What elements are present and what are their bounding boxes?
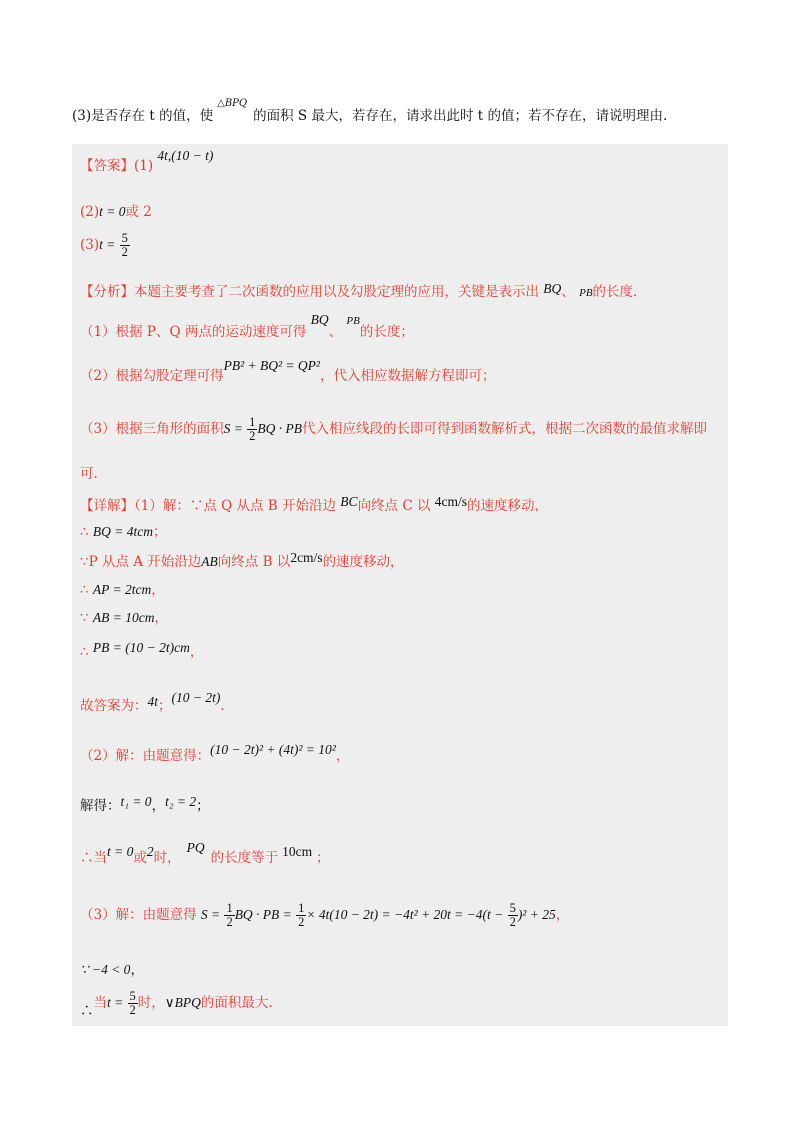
analysis-math-pb: PB bbox=[579, 287, 593, 299]
fraction-denominator: 2 bbox=[509, 915, 516, 929]
detail-label: 【详解】 bbox=[80, 498, 134, 514]
analysis-step-1-pb: PB bbox=[346, 315, 360, 327]
detail-line-1-bc: BC bbox=[340, 494, 358, 509]
detail-line-4-b: ， bbox=[151, 582, 165, 598]
detail-line-1-a: （1）解：∵点 Q 从点 B 开始沿边 bbox=[134, 498, 336, 514]
answer-part-1-prefix: (1) bbox=[134, 158, 154, 174]
detail-line-2-math: BQ = 4tcm bbox=[92, 524, 153, 539]
detail-line-10-a: ∴当 bbox=[80, 850, 107, 866]
analysis-step-2-math: PB² + BQ² = QP² bbox=[223, 358, 320, 373]
question-text-end: 的面积 S 最大，若存在，请求出此时 t 的值；若不存在，请说明理由. bbox=[253, 108, 668, 124]
answer-line-1 bbox=[80, 148, 214, 174]
fraction-numerator: 1 bbox=[249, 415, 256, 429]
analysis-step-1 bbox=[80, 312, 414, 340]
detail-line-13-math-lhs: t = bbox=[107, 995, 124, 1010]
detail-line-2-a: ∴ bbox=[80, 524, 89, 540]
answer-part-2-prefix: (2) bbox=[80, 204, 100, 220]
detail-line-3-ab: AB bbox=[201, 554, 218, 569]
detail-line-7-b: . bbox=[220, 698, 225, 714]
analysis-step-3-fraction bbox=[247, 416, 257, 443]
detail-line-11-a: （3）解：由题意得 bbox=[80, 907, 197, 923]
answer-line-2 bbox=[80, 200, 152, 220]
detail-line-4-math: AP = 2tcm bbox=[92, 582, 152, 597]
detail-line-8-a: （2）解：由题意得： bbox=[80, 748, 211, 764]
detail-line-7-sep: ； bbox=[158, 698, 172, 714]
detail-line-6 bbox=[80, 640, 203, 660]
fraction-numerator: 1 bbox=[298, 901, 305, 915]
fraction-numerator: 1 bbox=[226, 901, 233, 915]
detail-line-5 bbox=[80, 606, 168, 626]
solution-box bbox=[72, 144, 728, 1026]
question-text-start: (3)是否存在 t 的值，使 bbox=[72, 108, 214, 124]
detail-line-10-d: 的长度等于 bbox=[210, 850, 279, 866]
detail-line-13-b: 当 bbox=[93, 995, 107, 1011]
detail-line-7-math-1: 4t bbox=[147, 694, 159, 709]
detail-line-5-b: ， bbox=[154, 610, 168, 626]
analysis-step-1-sep: 、 bbox=[328, 324, 343, 340]
analysis-label: 【分析】 bbox=[80, 284, 134, 300]
detail-line-5-a: ∵ bbox=[80, 610, 89, 626]
detail-line-12 bbox=[80, 958, 144, 978]
detail-line-1 bbox=[80, 494, 548, 514]
answer-part-3-math: t = bbox=[99, 237, 116, 252]
answer-line-3 bbox=[80, 232, 130, 259]
detail-line-9-math-1: t₁ = 0 bbox=[120, 794, 152, 809]
analysis-step-3-text: （3）根据三角形的面积 bbox=[80, 421, 224, 437]
detail-line-3-speed: 2cm/s bbox=[290, 550, 323, 565]
detail-line-3 bbox=[80, 550, 404, 570]
detail-line-4-a: ∴ bbox=[80, 582, 89, 598]
detail-line-13-c: 时， bbox=[137, 995, 165, 1011]
detail-line-11-mid-2: × 4t(10 − 2t) = −4t² + 20t = −4(t − bbox=[306, 907, 504, 922]
detail-line-11-fraction-2 bbox=[296, 902, 306, 929]
fraction-denominator: 2 bbox=[121, 245, 128, 259]
detail-line-12-b: ， bbox=[130, 962, 144, 978]
fraction-numerator: 5 bbox=[509, 901, 516, 915]
detail-line-3-c: 的速度移动， bbox=[322, 554, 404, 570]
detail-line-10-math-1: t = 0 bbox=[107, 844, 134, 859]
detail-line-10-e: ； bbox=[316, 850, 330, 866]
detail-line-1-b: 向终点 C 以 bbox=[357, 498, 431, 514]
analysis-step-3-math-lhs: S = bbox=[223, 421, 243, 436]
analysis-step-3-math-rhs: BQ · PB bbox=[257, 421, 303, 436]
analysis-step-1-text: （1）根据 P、Q 两点的运动速度可得 bbox=[80, 324, 307, 340]
detail-line-7 bbox=[80, 690, 225, 714]
detail-line-13-d: 的面积最大. bbox=[200, 995, 273, 1011]
detail-line-10-math-2: 2 bbox=[146, 844, 154, 859]
analysis-step-3-cont-text: 可. bbox=[80, 466, 98, 482]
detail-line-11-mid-1: BQ · PB = bbox=[234, 907, 292, 922]
detail-line-13-triangle: ∨BPQ bbox=[164, 995, 201, 1010]
analysis-step-2 bbox=[80, 358, 496, 384]
fraction-numerator: 5 bbox=[129, 989, 136, 1003]
detail-line-7-a: 故答案为： bbox=[80, 698, 148, 714]
detail-line-6-b: ， bbox=[189, 644, 204, 660]
detail-line-13-a: ∴ bbox=[80, 1003, 94, 1019]
detail-line-13-fraction bbox=[128, 990, 138, 1017]
analysis-sep: 、 bbox=[561, 284, 575, 300]
detail-line-13 bbox=[80, 990, 273, 1017]
detail-line-9-math-2: t₂ = 2 bbox=[165, 794, 197, 809]
analysis-step-2-text: （2）根据勾股定理可得 bbox=[80, 368, 224, 384]
detail-line-1-speed: 4cm/s bbox=[434, 494, 468, 509]
detail-line-11-b: ， bbox=[555, 907, 570, 923]
answer-part-1-math: 4t,(10 − t) bbox=[157, 148, 214, 163]
detail-line-9 bbox=[80, 794, 210, 814]
detail-line-10-math-3: PQ bbox=[186, 840, 205, 855]
detail-line-11 bbox=[80, 902, 569, 929]
detail-line-9-b: ； bbox=[196, 798, 210, 814]
fraction-denominator: 2 bbox=[226, 915, 233, 929]
detail-line-2-b: ； bbox=[153, 524, 167, 540]
detail-line-2 bbox=[80, 520, 167, 540]
analysis-text: 本题主要考查了二次函数的应用以及勾股定理的应用，关键是表示出 bbox=[134, 284, 539, 300]
analysis-line bbox=[80, 280, 637, 300]
detail-line-6-a: ∴ bbox=[80, 644, 89, 660]
detail-line-11-fraction-3 bbox=[508, 902, 518, 929]
detail-line-11-end: )² + 25 bbox=[517, 907, 556, 922]
detail-line-3-b: 向终点 B 以 bbox=[217, 554, 291, 570]
triangle-label: △BPQ bbox=[217, 98, 248, 109]
answer-part-3-fraction bbox=[120, 232, 130, 259]
detail-line-9-sep: ， bbox=[151, 798, 166, 814]
answer-part-2-math: t = 0 bbox=[99, 204, 126, 219]
analysis-step-1-end: 的长度； bbox=[359, 324, 414, 340]
question-3 bbox=[72, 98, 732, 124]
detail-line-8 bbox=[80, 744, 349, 764]
detail-line-5-math: AB = 10cm bbox=[92, 610, 155, 625]
detail-line-12-math: ∵ −4 < 0 bbox=[80, 962, 131, 977]
detail-line-8-math: (10 − 2t)² + (4t)² = 10² bbox=[210, 742, 336, 757]
detail-line-1-c: 的速度移动， bbox=[467, 498, 549, 514]
detail-line-9-a: 解得： bbox=[80, 798, 121, 814]
analysis-step-1-bq: BQ bbox=[310, 312, 329, 327]
detail-line-10-math-4: 10cm bbox=[282, 844, 313, 859]
detail-line-8-b: ， bbox=[335, 748, 350, 764]
answer-part-2-suffix: 或 2 bbox=[125, 204, 152, 220]
detail-line-6-math: PB = (10 − 2t)cm bbox=[92, 640, 190, 655]
answer-part-3-prefix: (3) bbox=[80, 237, 100, 253]
detail-line-3-a: ∵P 从点 A 开始沿边 bbox=[80, 554, 202, 570]
fraction-numerator: 5 bbox=[121, 231, 128, 245]
fraction-denominator: 2 bbox=[249, 429, 256, 443]
detail-line-4 bbox=[80, 578, 165, 598]
fraction-denominator: 2 bbox=[298, 915, 305, 929]
detail-line-7-math-2: (10 − 2t) bbox=[171, 690, 221, 705]
detail-line-10-b: 或 bbox=[133, 850, 147, 866]
analysis-step-3-cont bbox=[80, 462, 98, 482]
detail-line-10 bbox=[80, 840, 330, 866]
detail-line-11-lhs: S = bbox=[200, 907, 221, 922]
analysis-math-bq: BQ bbox=[543, 281, 562, 296]
detail-line-10-c: 时， bbox=[153, 850, 181, 866]
fraction-denominator: 2 bbox=[129, 1003, 136, 1017]
analysis-step-3-end: 代入相应线段的长即可得到函数解析式，根据二次函数的最值求解即 bbox=[302, 421, 708, 437]
analysis-step-2-end: ，代入相应数据解方程即可； bbox=[319, 368, 496, 384]
analysis-step-3 bbox=[80, 416, 707, 443]
analysis-end: 的长度. bbox=[592, 284, 638, 300]
answer-label: 【答案】 bbox=[80, 158, 134, 174]
detail-line-11-fraction-1 bbox=[224, 902, 234, 929]
